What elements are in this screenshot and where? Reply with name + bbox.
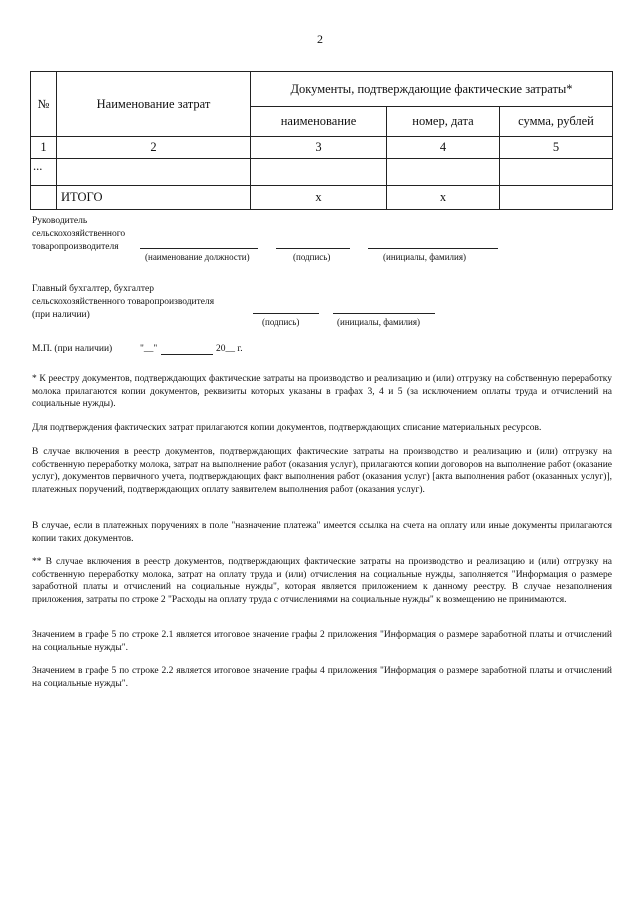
subheader-name: наименование [251, 107, 387, 137]
header-cost-name: Наименование затрат [57, 72, 251, 137]
total-row [31, 186, 613, 210]
initials-line-2 [333, 313, 435, 314]
total-x-name: х [251, 186, 387, 210]
note-asterisk: * К реестру документов, подтверждающих фактические затраты на производство и реализацию и (или) отгрузку на собственную переработку молока прилагаются копии документов, реквизиты которых указаны в графах 3, 4 и 5 (за исключением оплаты труда и отчислений на социальные нужды). [32, 374, 612, 409]
caption-signature-1: (подпись) [293, 252, 331, 262]
initials-line-1 [368, 248, 498, 249]
stamp-month-line [161, 354, 213, 355]
costs-table [30, 71, 613, 210]
index-cell-3: 3 [251, 137, 387, 159]
index-cell-2: 2 [57, 137, 251, 159]
position-line [140, 248, 258, 249]
stamp-day: "__" [140, 344, 158, 354]
stamp-label: М.П. (при наличии) [32, 344, 113, 354]
signature-line-1 [276, 248, 350, 249]
caption-initials-1: (инициалы, фамилия) [383, 252, 466, 262]
index-cell-1: 1 [31, 137, 57, 159]
caption-signature-2: (подпись) [262, 317, 300, 327]
index-cell-4: 4 [387, 137, 500, 159]
total-label: ИТОГО [57, 186, 251, 210]
caption-initials-2: (инициалы, фамилия) [337, 317, 420, 327]
note-works-services: В случае включения в реестр документов, подтверждающих фактические затраты на производство и реализацию и (или) отгрузку на собственную переработку молока, затрат на выполнение работ (оказания услуг), прилагаются копии договоров на выполнение работ (оказание услуг), документов первичного учета, подтверждающих факт выполнения работ (оказания услуг) [акта выполнения работ (оказанных услуг)], платежных поручений, подтверждающих оплату заявителем выполнения работ (оказания услуг). [32, 447, 612, 495]
header-documents: Документы, подтверждающие фактические затраты* [251, 72, 613, 107]
index-cell-5: 5 [500, 137, 613, 159]
stamp-year: 20__ г. [216, 344, 243, 354]
note-material-resources: Для подтверждения фактических затрат прилагаются копии документов, подтверждающих списание материальных ресурсов. [32, 423, 542, 433]
note-double-asterisk: ** В случае включения в реестр документов, подтверждающих фактические затраты на производство и реализацию и (или) отгрузку на собственную переработку молока, затрат на оплату труда и (или) отчисления на социальные нужды, заполняется "Информация о размере заработной платы и отчислений на социальные нужды", которая является приложением к данному реестру. В случае незаполнения приложения, затраты по строке 2 "Расходы на оплату труда с отчислениями на социальные нужды" к возмещению не принимаются. [32, 557, 612, 605]
subheader-number-date: номер, дата [387, 107, 500, 137]
director-label: Руководитель сельскохозяйственного товаропроизводителя [32, 216, 126, 252]
accountant-label: Главный бухгалтер, бухгалтер сельскохозяйственного товаропроизводителя (при наличии) [32, 284, 215, 320]
note-payment-orders: В случае, если в платежных поручениях в поле "назначение платежа" имеется ссылка на счета на оплату или иные документы прилагаются копии таких документов. [32, 521, 612, 544]
index-row [31, 137, 613, 159]
header-number: № [31, 72, 57, 137]
note-line-2-2: Значением в графе 5 по строке 2.2 является итоговое значение графы 4 приложения "Информация о размере заработной платы и отчислений на социальные нужды". [32, 666, 612, 689]
signature-line-2 [253, 313, 319, 314]
ellipsis-cell: ... [31, 159, 57, 186]
ellipsis-row [31, 159, 613, 186]
subheader-sum: сумма, рублей [500, 107, 613, 137]
caption-position: (наименование должности) [145, 252, 250, 262]
total-x-numdate: х [387, 186, 500, 210]
page-number: 2 [317, 32, 323, 46]
note-line-2-1: Значением в графе 5 по строке 2.1 является итоговое значение графы 2 приложения "Информация о размере заработной платы и отчислений на социальные нужды". [32, 630, 612, 653]
